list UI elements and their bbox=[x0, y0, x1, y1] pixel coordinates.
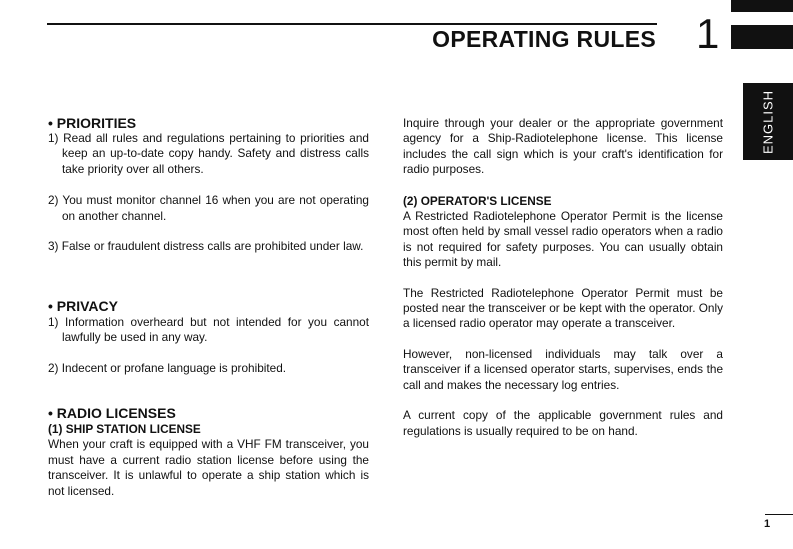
non-licensed-paragraph: However, non-licensed individuals may talk over a transceiver if a licensed operator starts, supervises, ends the call and makes the necessary log entries. bbox=[403, 346, 723, 392]
privacy-heading: • PRIVACY bbox=[48, 298, 118, 314]
priorities-list bbox=[48, 131, 369, 254]
ship-station-license-section bbox=[48, 422, 369, 499]
priorities-item-3: 3) False or fraudulent distress calls are prohibited under law. bbox=[48, 239, 364, 254]
chapter-number: 1 bbox=[696, 10, 720, 57]
priorities-item-2: 2) You must monitor channel 16 when you are not operating on another channel. bbox=[48, 193, 369, 223]
priorities-heading: • PRIORITIES bbox=[48, 115, 137, 131]
thumb-tab-marker bbox=[731, 25, 793, 49]
right-column bbox=[403, 116, 723, 439]
operators-license-heading: (2) OPERATOR'S LICENSE bbox=[403, 193, 552, 208]
chapter-title: OPERATING RULES bbox=[432, 26, 656, 52]
priorities-item-1: 1) Read all rules and regulations pertaining to priorities and keep an up-to-date copy handy. Safety and distress calls take priority over all others. bbox=[48, 131, 369, 176]
ship-station-license-heading: (1) SHIP STATION LICENSE bbox=[48, 422, 201, 436]
language-tab-label: ENGLISH bbox=[760, 89, 776, 154]
thumb-tab-top bbox=[731, 0, 793, 12]
ship-station-license-text: When your craft is equipped with a VHF FM transceiver, you must have a current radio station license before using the transceiver. It is unlawful to operate a ship station which is not licensed. bbox=[48, 437, 369, 498]
language-tab bbox=[743, 83, 793, 160]
privacy-item-1: 1) Information overheard but not intended for you cannot lawfully be used in any way. bbox=[48, 315, 369, 345]
operators-license-paragraph: A Restricted Radiotelephone Operator Permit is the license most often held by small vessel radio operators when a radio is not required for safety purposes. You can usually obtain this permit by mail. bbox=[403, 209, 723, 270]
government-rules-paragraph: A current copy of the applicable government rules and regulations is usually required to be on hand. bbox=[403, 408, 723, 438]
footer-rule bbox=[765, 514, 793, 515]
privacy-item-2: 2) Indecent or profane language is prohibited. bbox=[48, 360, 287, 375]
permit-posting-paragraph: The Restricted Radiotelephone Operator Permit must be posted near the transceiver or be kept with the operator. Only a licensed radio operator may operate a transceiver. bbox=[403, 285, 724, 331]
page-number: 1 bbox=[764, 518, 771, 530]
radio-licenses-heading: • RADIO LICENSES bbox=[48, 405, 176, 421]
privacy-list bbox=[48, 315, 369, 376]
header-rule bbox=[47, 23, 657, 25]
license-inquiry-paragraph: Inquire through your dealer or the appropriate government agency for a Ship-Radiotelephone license. This license includes the call sign which is your craft's identification for radio purposes. bbox=[403, 116, 723, 177]
